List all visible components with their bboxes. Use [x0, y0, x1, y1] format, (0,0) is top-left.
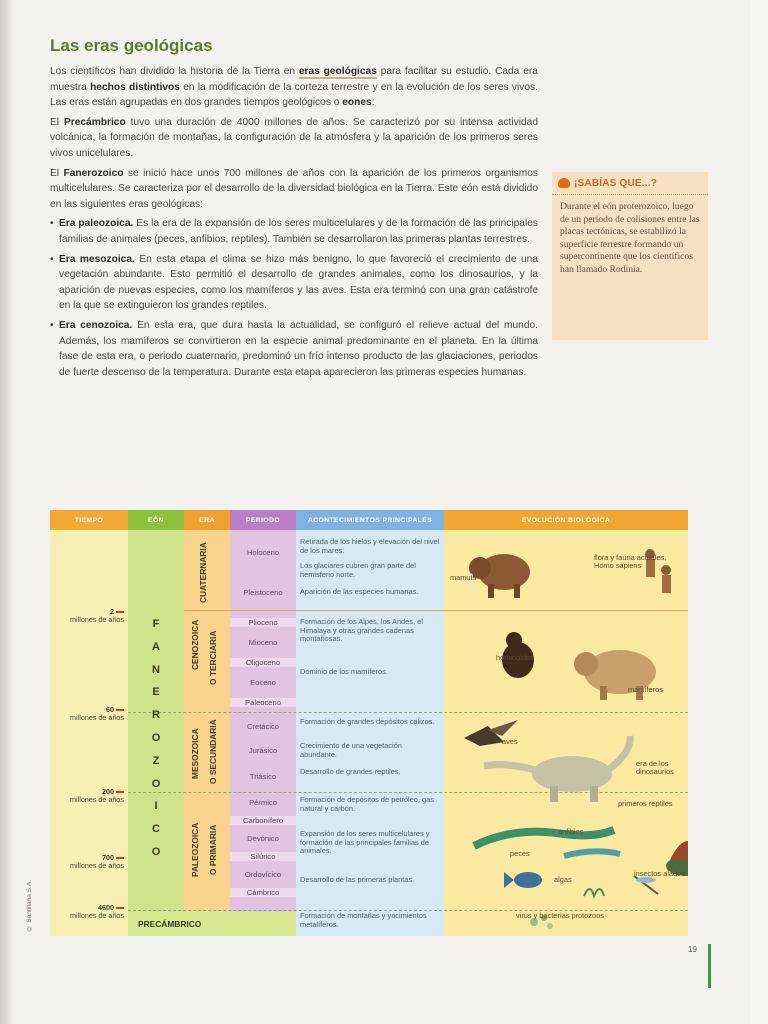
intro-text: [50, 64, 538, 384]
geologic-timeline-table: [50, 510, 688, 936]
era-mesozoica: MESOZOICA: [190, 728, 200, 780]
sabias-header: [552, 172, 708, 195]
time-mark-200: 200 millones de años: [70, 787, 124, 804]
mammoth-illustration: [468, 554, 530, 598]
list-item: • Era mesozoica. En esta etapa el clima se hizo más benigno, lo que favoreció el crecimiento de una vegetación abundante. Esto permitió el desarrollo de grandes animales, como los dinosaurios, y la aparición de nuevas especies, como los mamíferos y las aves. Esta era terminó con una gran catástrofe en la que se extinguieron los grandes reptiles.: [50, 252, 538, 314]
label-dinosaurios: era de los dinosaurios: [636, 759, 674, 777]
label-reptiles: primeros reptiles: [618, 799, 673, 808]
paragraph-eras: Los científicos han dividido la historia de la Tierra en eras geológicas para facilitar su estudio. Cada era muestra hechos distintivos en la modificación de la corteza terrestre y en la evolución de los seres vivos. Las eras están agrupadas en dos grandes tiempos geológicos o eones:: [50, 66, 538, 109]
era-primaria: O PRIMARIA: [208, 824, 218, 876]
event-text: Formación de grandes depósitos calizos.: [300, 717, 435, 726]
event-text: Desarrollo de grandes reptiles.: [300, 767, 401, 776]
eon-fanerozoico: F A N E R O Z O I C O: [151, 618, 161, 858]
period-eoceno: Eoceno: [250, 678, 276, 687]
paragraph-fanerozoico: El Fanerozoico se inició hace unos 700 millones de años con la aparición de los primeros organismos multicelulares. Se caracteriza por el desarrollo de la diversidad biológica en la Tierra. Este eón está dividido en las siguientes eras geológicas:: [50, 167, 538, 210]
page-title: Las eras geológicas: [50, 36, 213, 55]
eras-list: [50, 216, 538, 380]
period-paleoceno: Paleoceno: [230, 698, 296, 707]
period-triasico: Triásico: [249, 772, 277, 781]
era-cuaternaria: CUATERNARIA: [198, 542, 208, 604]
label-hominoides: hominoides: [496, 653, 534, 662]
label-mamiferos: mamíferos: [628, 685, 663, 694]
column-tiempo: [50, 530, 128, 936]
insect-illustration: [634, 876, 658, 894]
header-evolucion: EVOLUCIÓN BIOLÓGICA: [444, 510, 688, 530]
event-text: Dominio de los mamíferos.: [300, 667, 388, 676]
event-text: Formación de los Alpes, los Andes, el Himalaya y otras grandes cadenas montañosas.: [300, 617, 423, 644]
header-eon: EÓN: [128, 510, 184, 530]
period-cretacico: Cretácico: [246, 722, 280, 731]
event-text: Expansión de los seres multicelulares y formación de las principales familias de animales.: [300, 829, 430, 856]
event-text: Retirada de los hielos y elevación del nivel de los mares.: [300, 537, 440, 555]
era-cenozoica: CENOZOICA: [190, 619, 200, 671]
period-mioceno: Mioceno: [248, 638, 278, 647]
label-algas: algas: [554, 875, 572, 884]
period-plioceno: Plioceno: [230, 618, 296, 627]
period-devonico: Devónico: [247, 834, 279, 843]
event-text: Desarrollo de las primeras plantas.: [300, 875, 415, 884]
time-mark-60: 60 millones de años: [70, 705, 124, 722]
sabias-que-box: [552, 172, 708, 340]
info-bubble-icon: [558, 178, 570, 188]
header-acontecimientos: ACONTECIMIENTOS PRINCIPALES: [296, 510, 444, 530]
time-mark-4600: 4600 millones de años: [70, 903, 124, 920]
period-cambrico: Cámbrico: [230, 888, 296, 897]
era-terciaria: O TERCIARIA: [208, 630, 218, 686]
event-text: Crecimiento de una vegetación abundante.: [300, 741, 402, 759]
period-permico: Pérmico: [249, 798, 277, 807]
page-number: 19: [688, 945, 697, 954]
page-tab-marker: [708, 944, 711, 988]
event-text: Formación de depósitos de petróleo, gas natural y carbón.: [300, 795, 434, 813]
page-margin: [750, 0, 768, 1024]
fish-illustration: [504, 872, 542, 888]
header-periodo: PERIODO: [230, 510, 296, 530]
time-mark-2: 2 millones de años: [70, 607, 124, 624]
label-insectos: insectos alados: [634, 869, 685, 878]
label-aves: aves: [502, 737, 518, 746]
event-text: Los glaciares cubren gran parte del hemisferio norte.: [300, 561, 416, 579]
event-text: Aparición de las especies humanas.: [300, 587, 419, 596]
period-pleistoceno: Pleistoceno: [243, 588, 283, 597]
header-tiempo: TIEMPO: [50, 510, 128, 530]
reptile-illustration: [474, 827, 620, 856]
label-virus: virus y bacterias protozoos: [516, 911, 604, 920]
sabias-body: Durante el eón proterozoico, luego de un periodo de colisiones entre las placas tectónicas, se estabilizó la superficie terrestre formando un supercontinente que los científicos han llamado Rodinia.: [560, 201, 700, 275]
label-mamuts: mamuts: [450, 573, 477, 582]
event-text: Formación de montañas y yacimientos metalíferos.: [300, 911, 427, 929]
time-mark-700: 700 millones de años: [70, 853, 124, 870]
period-holoceno: Holoceno: [246, 548, 280, 557]
label-flora: flora y fauna actuales, Homo sapiens: [594, 553, 667, 571]
era-paleozoica: PALEOZOICA: [190, 822, 200, 878]
period-oligoceno: Oligoceno: [230, 658, 296, 667]
copyright: © Santillana S.A.: [26, 880, 33, 932]
paragraph-precambrico: El Precámbrico tuvo una duración de 4000 millones de años. Se caracterizó por su intensa actividad volcánica, la formación de montañas, la configuración de la atmósfera y la aparición de los primeros seres vivos unicelulares.: [50, 116, 539, 159]
header-era: ERA: [184, 510, 230, 530]
period-silurico: Silúrico: [230, 852, 296, 861]
period-jurasico: Jurásico: [248, 746, 278, 755]
sabias-heading: ¡SABÍAS QUE...?: [574, 177, 658, 189]
algae-illustration: [584, 889, 604, 896]
list-item: • Era cenozoica. En esta era, que dura hasta la actualidad, se configuró el relieve actual del mundo. Además, los mamíferos se convirtieron en la especie animal predominante en el planeta. En la última fase de esta era, o periodo cuaternario, predominó un frío intenso producto de las glaciaciones, periodos de fuerte descenso de la temperatura. Durante esta etapa aparecieron las primeras especies humanas.: [50, 318, 538, 380]
label-anfibios: anfibios: [558, 827, 584, 836]
precambrico-cell: PRECÁMBRICO: [128, 912, 296, 936]
binding-shadow: [0, 0, 14, 1024]
era-secundaria: O SECUNDARIA: [208, 719, 218, 785]
label-peces: peces: [510, 849, 530, 858]
list-item: • Era paleozoica. Es la era de la expansión de los seres multicelulares y de la formación de las principales familias de animales (peces, anfibios, reptiles). También se desarrollaron las primeras plantas terrestres.: [50, 216, 538, 247]
period-carbonifero: Carbonífero: [230, 816, 296, 825]
period-ordovicico: Ordovícico: [244, 870, 282, 879]
